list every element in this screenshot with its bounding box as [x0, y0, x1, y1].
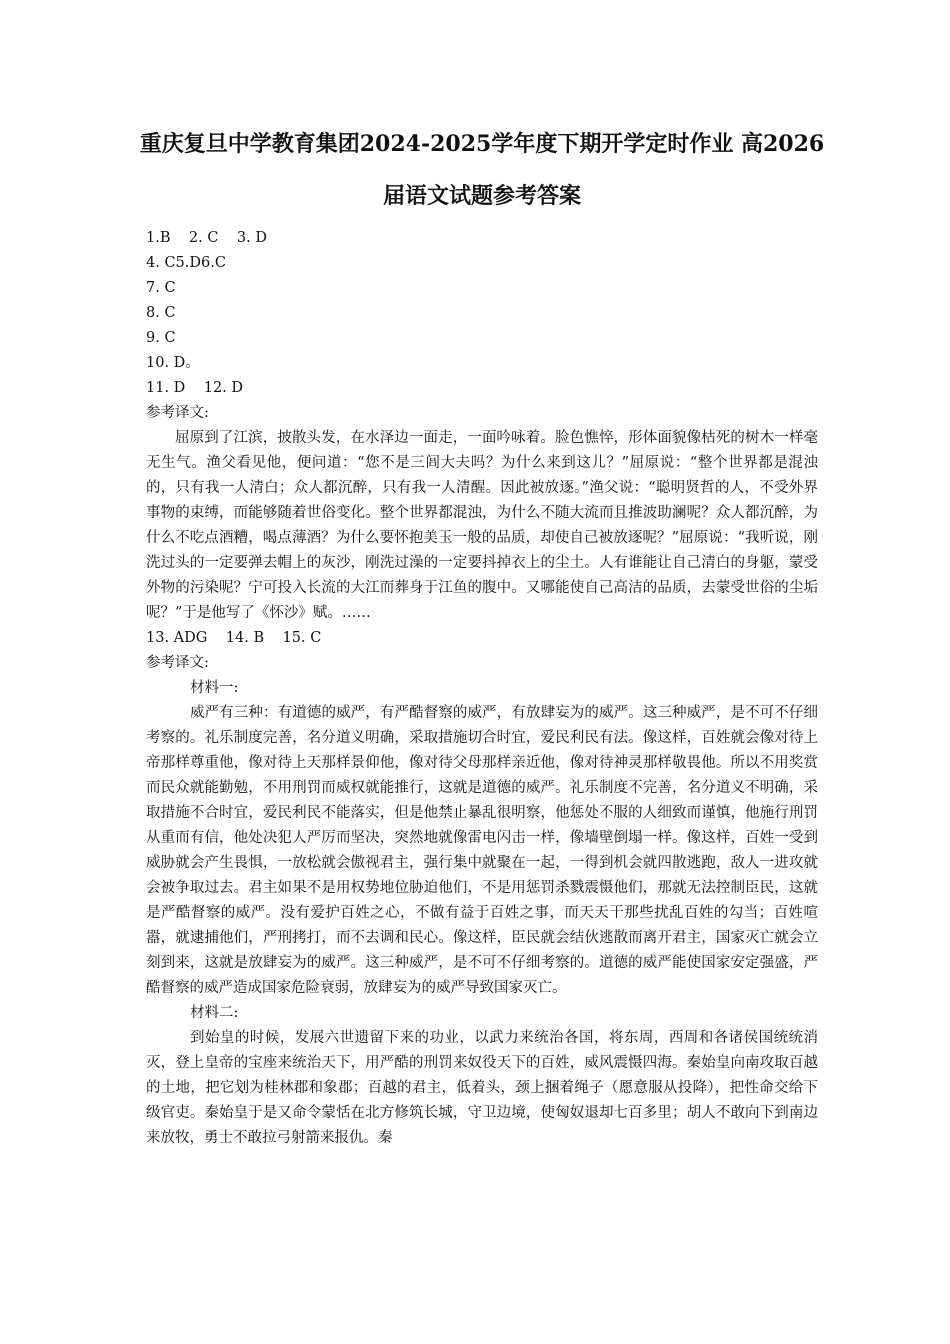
translation-paragraph: 屈原到了江滨，披散头发，在水泽边一面走，一面吟咏着。脸色憔悴，形体面貌像枯死的树木一样毫无生气。渔父看见他，便问道：“您不是三闾大夫吗？为什么来到这儿？”屈原说：“整个世界都是混浊的，只有我一人清白；众人都沉醉，只有我一人清醒。因此被放逐。”渔父说：“聪明贤哲的人，不受外界事物的束缚，而能够随着世俗变化。整个世界都混浊，为什么不随大流而且推波助澜呢？众人都沉醉，为什么不吃点酒糟，喝点薄酒？为什么要怀抱美玉一般的品质，却使自己被放逐呢？”屈原说：“我听说，刚洗过头的一定要弹去帽上的灰沙，刚洗过澡的一定要抖掉衣上的尘土。人有谁能让自己清白的身躯，蒙受外物的污染呢？宁可投入长流的大江而葬身于江鱼的腹中。又哪能使自己高洁的品质，去蒙受世俗的尘垢呢？”于是他写了《怀沙》赋。…… — [146, 430, 818, 621]
material-one-paragraph: 威严有三种：有道德的威严，有严酷督察的威严，有放肆妄为的威严。这三种威严，是不可不仔细考察的。礼乐制度完善，名分道义明确，采取措施切合时宜，爱民利民有法。像这样，百姓就会像对待上帝那样尊重他，像对待上天那样景仰他，像对待父母那样亲近他，像对待神灵那样敬畏他。所以不用奖赏而民众就能勤勉，不用刑罚而威权就能推行，这就是道德的威严。礼乐制度不完善，名分道义不明确，采取措施不合时宜，爱民利民不能落实，但是他禁止暴乱很明察，他惩处不服的人细致而谨慎，他施行刑罚从重而有信，他处决犯人严厉而坚决，突然地就像雷电闪击一样，像墙壁倒塌一样。像这样，百姓一受到威胁就会产生畏惧，一放松就会傲视君主，强行集中就聚在一起，一得到机会就四散逃跑，敌人一进攻就会被争取过去。君主如果不是用权势地位胁迫他们，不是用惩罚杀戮震慑他们，那就无法控制臣民，这就是严酷督察的威严。没有爱护百姓之心，不做有益于百姓之事，而天天干那些扰乱百姓的勾当；百姓喧嚣，就逮捕他们，严刑拷打，而不去调和民心。像这样，臣民就会结伙逃散而离开君主，国家灭亡就会立刻到来，这就是放肆妄为的威严。这三种威严，是不可不仔细考察的。道德的威严能使国家安定强盛，严酷督察的威严造成国家危险衰弱，放肆妄为的威严导致国家灭亡。 — [146, 705, 818, 996]
answer-line: 10. D。 — [146, 355, 200, 371]
title-line-2: 届语文试题参考答案 — [382, 183, 581, 209]
translation-label: 参考译文: — [146, 655, 209, 671]
answer-line: 7. C — [146, 280, 176, 296]
material-two-label: 材料二: — [190, 1005, 239, 1021]
answer-line: 4. C5.D6.C — [146, 255, 226, 271]
answer-list — [146, 226, 818, 401]
answer-line: 9. C — [146, 330, 176, 346]
title-line-1: 重庆复旦中学教育集团2024-2025学年度下期开学定时作业 高2026 — [139, 131, 825, 157]
answer-line: 1.B 2. C 3. D — [146, 230, 267, 246]
answer-line: 8. C — [146, 305, 176, 321]
answer-line: 11. D 12. D — [146, 380, 244, 396]
document-title — [126, 118, 838, 222]
material-one-label: 材料一: — [190, 680, 239, 696]
document-page — [139, 118, 825, 1151]
answer-line: 13. ADG 14. B 15. C — [146, 630, 322, 646]
translation-label: 参考译文: — [146, 405, 209, 421]
material-two-paragraph: 到始皇的时候，发展六世遗留下来的功业，以武力来统治各国，将东周，西周和各诸侯国统统消灭，登上皇帝的宝座来统治天下，用严酷的刑罚来奴役天下的百姓，威风震慑四海。秦始皇向南攻取百越的土地，把它划为桂林郡和象郡；百越的君主，低着头，颈上捆着绳子（愿意服从投降），把性命交给下级官吏。秦始皇于是又命令蒙恬在北方修筑长城，守卫边境，使匈奴退却七百多里；胡人不敢向下到南边来放牧，勇士不敢拉弓射箭来报仇。秦 — [146, 1030, 818, 1146]
